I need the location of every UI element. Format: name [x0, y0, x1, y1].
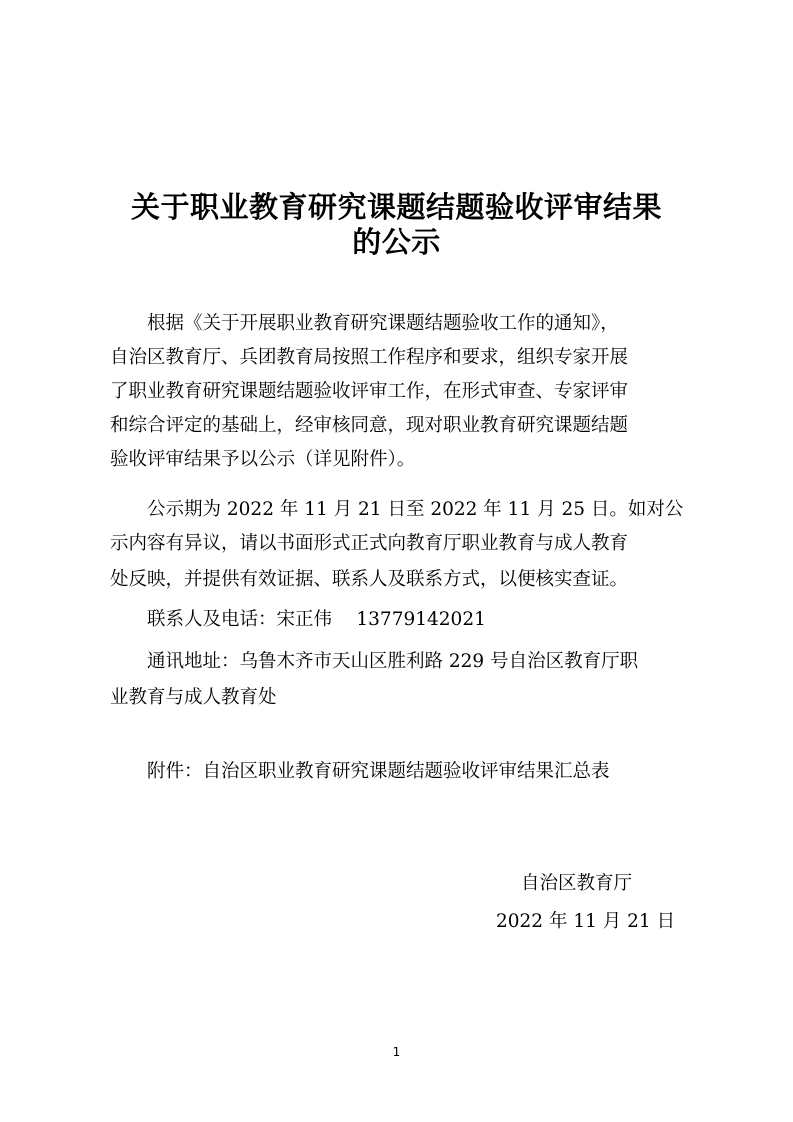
paragraph-2-line-3: 处反映，并提供有效证据、联系人及联系方式，以便核实查证。 — [110, 569, 629, 590]
signature-org: 自治区教育厅 — [521, 873, 633, 894]
document-title-line-1: 关于职业教育研究课题结题验收评审结果 — [130, 190, 662, 224]
paragraph-1-line-2: 自治区教育厅、兵团教育局按照工作程序和要求，组织专家开展 — [110, 347, 629, 368]
paragraph-1-line-4: 和综合评定的基础上，经审核同意，现对职业教育研究课题结题 — [110, 415, 629, 436]
address-line-2: 业教育与成人教育处 — [110, 687, 277, 708]
paragraph-1-line-3: 了职业教育研究课题结题验收评审工作，在形式审查、专家评审 — [110, 381, 629, 402]
paragraph-1-line-1: 根据《关于开展职业教育研究课题结题验收工作的通知》， — [147, 313, 619, 334]
paragraph-2-line-1: 公示期为 2022 年 11 月 21 日至 2022 年 11 月 25 日。如对公 — [147, 499, 684, 520]
paragraph-1-line-5: 验收评审结果予以公示（详见附件）。 — [110, 449, 416, 470]
contact-line: 联系人及电话：宋正伟 13779142021 — [147, 609, 486, 630]
attachment-line: 附件：自治区职业教育研究课题结题验收评审结果汇总表 — [147, 761, 610, 782]
document-title-line-2: 的公示 — [352, 225, 441, 259]
address-line-1: 通讯地址：乌鲁木齐市天山区胜利路 229 号自治区教育厅职 — [147, 651, 639, 672]
paragraph-2-line-2: 示内容有异议，请以书面形式正式向教育厅职业教育与成人教育 — [110, 533, 629, 554]
page-number: 1 — [392, 1045, 401, 1059]
signature-date: 2022 年 11 月 21 日 — [496, 911, 676, 932]
